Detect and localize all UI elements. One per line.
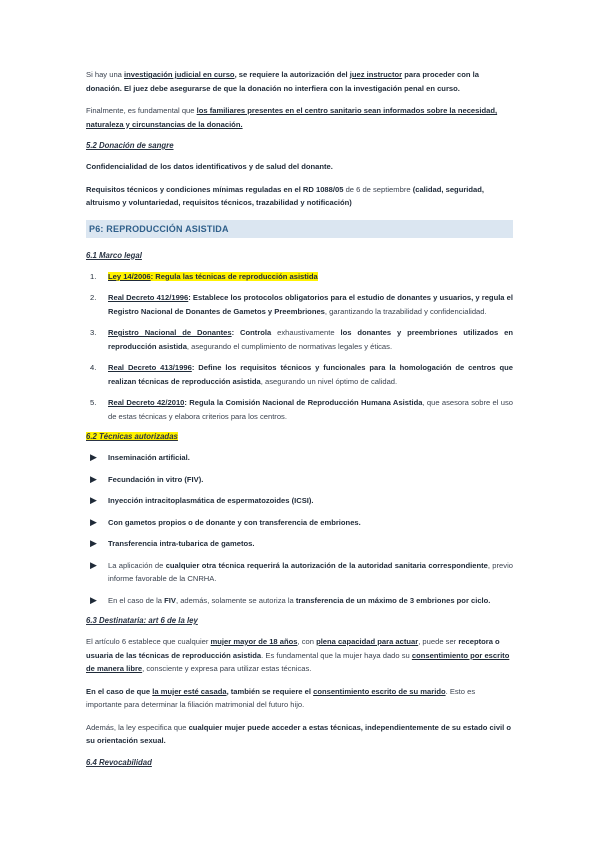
list-item [86, 494, 513, 508]
law-reference: Real Decreto 42/2010 [108, 398, 185, 407]
text-bold: Transferencia intra-tubarica de gametos. [108, 539, 255, 548]
text-emphasis: plena capacidad para actuar [316, 637, 419, 646]
text: , asegurando un nivel óptimo de calidad. [260, 376, 398, 386]
paragraph-confidencialidad: Confidencialidad de los datos identificativos y de salud del donante. [86, 162, 333, 171]
text: Finalmente, es fundamental que [86, 106, 197, 115]
list-number: 3. [90, 328, 97, 337]
list-item [86, 326, 513, 353]
list-number: 4. [90, 363, 97, 372]
text-bold: En el caso de que [86, 686, 153, 696]
heading-text: 6.2 Técnicas autorizadas [86, 432, 178, 441]
list-item [86, 594, 513, 608]
paragraph-ademas [86, 721, 513, 748]
text: En el caso de la [108, 595, 165, 605]
arrow-bullet-icon: ▶ [90, 559, 97, 570]
text-bold: receptora o usuaria de las técnicas de reproducción asistida [86, 637, 500, 660]
list-item [86, 270, 513, 284]
text-emphasis: la mujer esté casada [152, 686, 227, 696]
law-reference: Real Decreto 413/1996 [108, 363, 192, 372]
paragraph-judicial [86, 68, 513, 95]
list-number: 2. [90, 293, 97, 302]
law-reference: Real Decreto 412/1996 [108, 293, 189, 302]
list-item [86, 537, 513, 551]
list-item [86, 291, 513, 318]
list-item [86, 516, 513, 530]
text: de 6 de septiembre [343, 184, 413, 194]
section-heading-6-1: 6.1 Marco legal [86, 250, 142, 260]
text: , puede ser [418, 637, 459, 646]
text: Además, la ley especifica que [86, 722, 189, 732]
text-emphasis: mujer mayor de 18 años [210, 637, 298, 646]
list-number: 1. [90, 271, 97, 281]
list-item [86, 473, 513, 487]
paragraph-requisitos [86, 183, 513, 210]
list-number: 5. [90, 398, 97, 407]
text: exhaustivamente [271, 328, 341, 337]
list-item [86, 361, 513, 388]
text-bold: : Regula las técnicas de reproducción asistida [150, 271, 318, 281]
text-bold: cualquier otra técnica requerirá la autorización de la autoridad sanitaria correspondiente [165, 560, 488, 570]
text-bold: : Controla [231, 328, 272, 337]
text-bold: Fecundación in vitro (FIV). [108, 474, 204, 484]
legal-framework-list [86, 270, 513, 424]
text: , que asesora sobre el uso de estas técnicas y elabora criterios para los centros. [108, 398, 513, 421]
text-bold: para proceder con la donación. El juez debe asegurarse de que la donación no interfiera con la investigación penal en curso. [86, 70, 479, 93]
text: , consciente y expresa para utilizar estas técnicas. [142, 664, 312, 673]
list-item [86, 559, 513, 586]
text-emphasis: juez instructor [349, 70, 403, 79]
arrow-bullet-icon: ▶ [90, 516, 97, 527]
arrow-bullet-icon: ▶ [90, 495, 97, 505]
techniques-list [86, 451, 513, 607]
text-bold: : Regula la Comisión Nacional de Reproducción Humana Asistida [184, 398, 423, 407]
text-bold: (calidad, seguridad, altruismo y voluntariedad, requisitos técnicos, trazabilidad y notificación) [86, 184, 485, 207]
text-bold: , también se requiere el [226, 686, 314, 696]
text-emphasis: los familiares presentes en el centro sanitario sean informados sobre la necesidad, naturaleza y circunstancias de la donación. [86, 106, 498, 129]
text-emphasis: investigación judicial en curso [124, 70, 235, 79]
section-heading-5-2: 5.2 Donación de sangre [86, 141, 174, 150]
arrow-bullet-icon: ▶ [90, 538, 97, 548]
text-bold: cualquier mujer puede acceder a estas técnicas, independientemente de su estado civil o su orientación sexual. [86, 722, 512, 745]
paragraph-casada [86, 685, 513, 712]
paragraph-familiares [86, 104, 513, 131]
text-emphasis: consentimiento por escrito de manera libre [86, 650, 510, 673]
law-reference: Ley 14/2006 [108, 271, 151, 281]
text-bold: : Define los requisitos técnicos y funcionales para la homologación de centros que realizan técnicas de reproducción asistida [108, 363, 513, 386]
text: . Es fundamental que la mujer haya dado su [261, 650, 412, 660]
text: La aplicación de [108, 560, 166, 570]
text-bold: los donantes y preembriones utilizados en reproducción asistida [108, 328, 513, 351]
arrow-bullet-icon: ▶ [90, 473, 97, 484]
text: , asegurando el cumplimiento de normativas legales y éticas. [186, 341, 393, 351]
arrow-bullet-icon: ▶ [90, 452, 97, 462]
list-item [86, 396, 513, 423]
text: . Esto es importante para determinar la filiación matrimonial del futuro hijo. [86, 686, 476, 709]
paragraph-articulo-6 [86, 635, 513, 676]
text: , garantizando la trazabilidad y confidencialidad. [324, 306, 487, 316]
text-bold: : Establece los protocolos obligatorios para el estudio de donantes y usuarios, y regula el Registro Nacional de Donantes de Gametos y Preembriones [108, 293, 513, 316]
text-bold: Inseminación artificial. [108, 453, 190, 462]
text: El artículo 6 establece que cualquier [86, 637, 211, 646]
text-emphasis: consentimiento escrito de su marido [313, 686, 446, 696]
chapter-banner: P6: REPRODUCCIÓN ASISTIDA [86, 220, 513, 238]
text: , además, solamente se autoriza la [175, 595, 296, 605]
text-bold: Inyección intracitoplasmática de espermatozoides (ICSI). [108, 496, 314, 505]
section-heading-6-3: 6.3 Destinataria: art 6 de la ley [86, 616, 198, 625]
text: , con [297, 637, 317, 646]
text: , previo informe favorable de la CNRHA. [108, 560, 513, 583]
text: Si hay una [86, 70, 124, 79]
text-bold: , se requiere la autorización del [234, 70, 350, 79]
section-heading-6-2 [86, 431, 513, 443]
text-bold: FIV [164, 595, 176, 605]
text-bold: Con gametos propios o de donante y con transferencia de embriones. [108, 517, 361, 527]
list-item [86, 451, 513, 465]
text-bold: transferencia de un máximo de 3 embriones por ciclo. [295, 595, 491, 605]
law-reference: Registro Nacional de Donantes [108, 328, 232, 337]
arrow-bullet-icon: ▶ [90, 594, 97, 605]
section-heading-6-4: 6.4 Revocabilidad [86, 757, 152, 767]
text-bold: Requisitos técnicos y condiciones mínimas reguladas en el RD 1088/05 [86, 184, 344, 194]
